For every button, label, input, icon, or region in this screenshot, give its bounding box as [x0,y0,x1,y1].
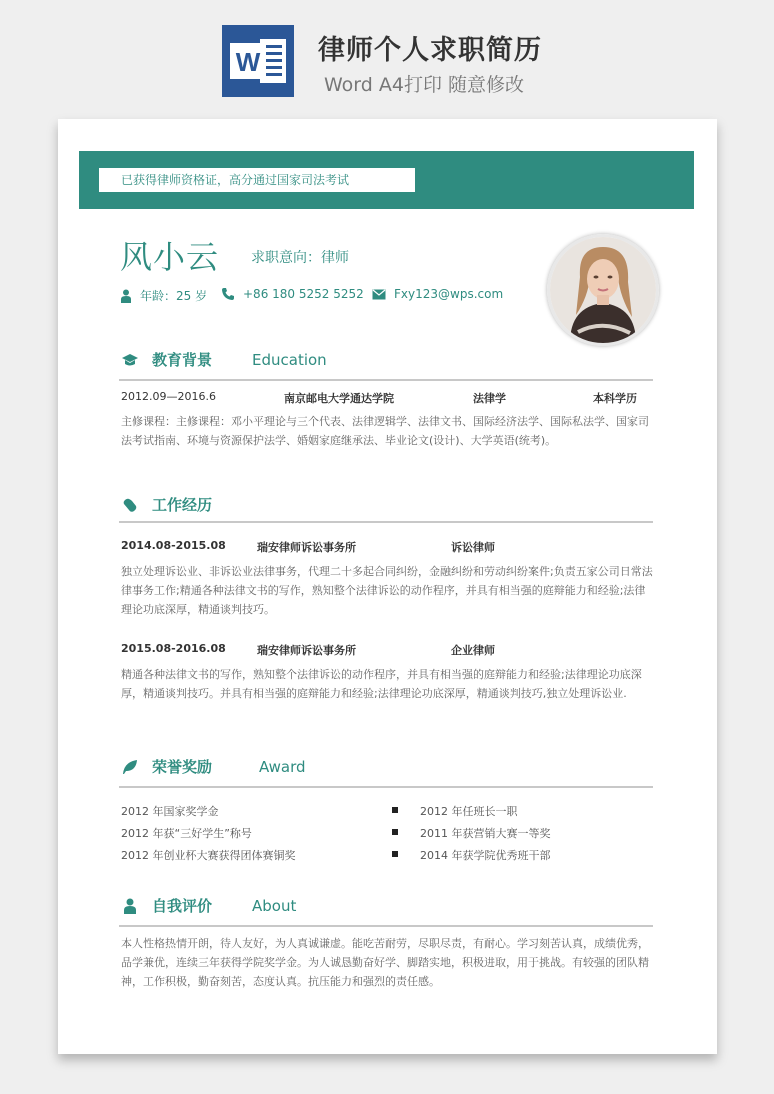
email-icon [372,289,386,300]
education-major: 法律学 [473,392,506,405]
job-role: 企业律师 [451,644,495,657]
education-title-en: Education [252,350,327,369]
award-item: 2014 年获学院优秀班干部 [420,849,551,862]
about-title: 自我评价 [152,897,213,915]
job-description: 独立处理诉讼业、非诉讼业法律事务，代理二十多起合同纠纷，金融纠纷和劳动纠纷案件;负责五家公司日常法律事务工作;精通各种法律文书的写作，熟知整个法律诉讼的动作程序，并具有相当强的庭辩能力和经验;法律理论功底深厚，精通谈判技巧。 [121,565,653,616]
page-header [0,0,774,110]
person-icon [120,896,140,916]
job-company: 瑞安律师诉讼事务所 [257,541,356,554]
award-item: 2011 年获营销大赛一等奖 [420,827,551,840]
divider [119,925,653,927]
email-text: Fxy123@wps.com [394,287,504,301]
about-title-en: About [252,896,297,915]
work-title: 工作经历 [152,496,213,514]
job-description: 精通各种法律文书的写作，熟知整个法律诉讼的动作程序，并具有相当强的庭辩能力和经验;法律理论功底深厚，精通谈判技巧。并具有相当强的庭辩能力和经验;法律理论功底深厚，精通谈判技巧,独立处理诉讼业. [121,668,642,700]
candidate-name: 风小云 [120,238,220,276]
top-banner [79,151,694,209]
bullet [392,807,398,813]
award-item: 2012 年创业杯大赛获得团体赛铜奖 [121,849,296,862]
education-heading [120,349,327,370]
phone-info [221,287,364,301]
about-heading [120,895,297,916]
education-courses: 主修课程：主修课程：邓小平理论与三个代表、法律逻辑学、法律文书、国际经济法学、国际私法学、国家司法考试指南、环境与资源保护法学、婚姻家庭继承法、毕业论文(设计)、大学英语(统考)。 [121,415,649,447]
banner-text: 已获得律师资格证，高分通过国家司法考试 [99,168,415,192]
education-title: 教育背景 [152,351,213,369]
age-text: 年龄：25 岁 [140,289,208,303]
award-item: 2012 年获“三好学生”称号 [121,827,252,840]
divider [119,786,653,788]
award-item: 2012 年国家奖学金 [121,805,219,818]
page-title: 律师个人求职简历 [318,35,542,66]
mouse-icon [120,495,140,515]
age-info [120,287,207,304]
award-title-en: Award [259,757,306,776]
education-degree: 本科学历 [593,392,637,405]
award-heading [120,756,306,777]
award-item: 2012 年任班长一职 [420,805,518,818]
education-school: 南京邮电大学通达学院 [284,392,394,405]
resume-paper [58,119,717,1054]
svg-text:W: W [235,47,261,77]
page-subtitle: Word A4打印 随意修改 [324,74,525,96]
email-info [372,287,503,301]
leaf-icon [120,757,140,777]
job-company: 瑞安律师诉讼事务所 [257,644,356,657]
bullet [392,829,398,835]
job-role: 诉讼律师 [451,541,495,554]
about-text: 本人性格热情开朗，待人友好，为人真诚谦虚。能吃苦耐劳，尽职尽责，有耐心。学习刻苦认真，成绩优秀，品学兼优，连续三年获得学院奖学金。为人诚恳勤奋好学、脚踏实地，积极进取，用于挑战。有较强的团队精神，工作积极，勤奋刻苦，态度认真。抗压能力和强烈的责任感。 [121,937,649,988]
job-period: 2015.08-2016.08 [121,642,226,655]
divider [119,521,653,523]
avatar [547,234,659,346]
bullet [392,851,398,857]
job-intent: 求职意向：律师 [251,250,349,266]
phone-icon [221,287,235,301]
graduation-cap-icon [120,350,140,370]
divider [119,379,653,381]
award-title: 荣誉奖励 [152,758,213,776]
phone-text: +86 180 5252 5252 [243,287,364,301]
education-period: 2012.09—2016.6 [121,390,216,403]
work-heading [120,494,212,515]
word-doc-icon [222,25,294,97]
person-icon [120,289,132,303]
job-period: 2014.08-2015.08 [121,539,226,552]
